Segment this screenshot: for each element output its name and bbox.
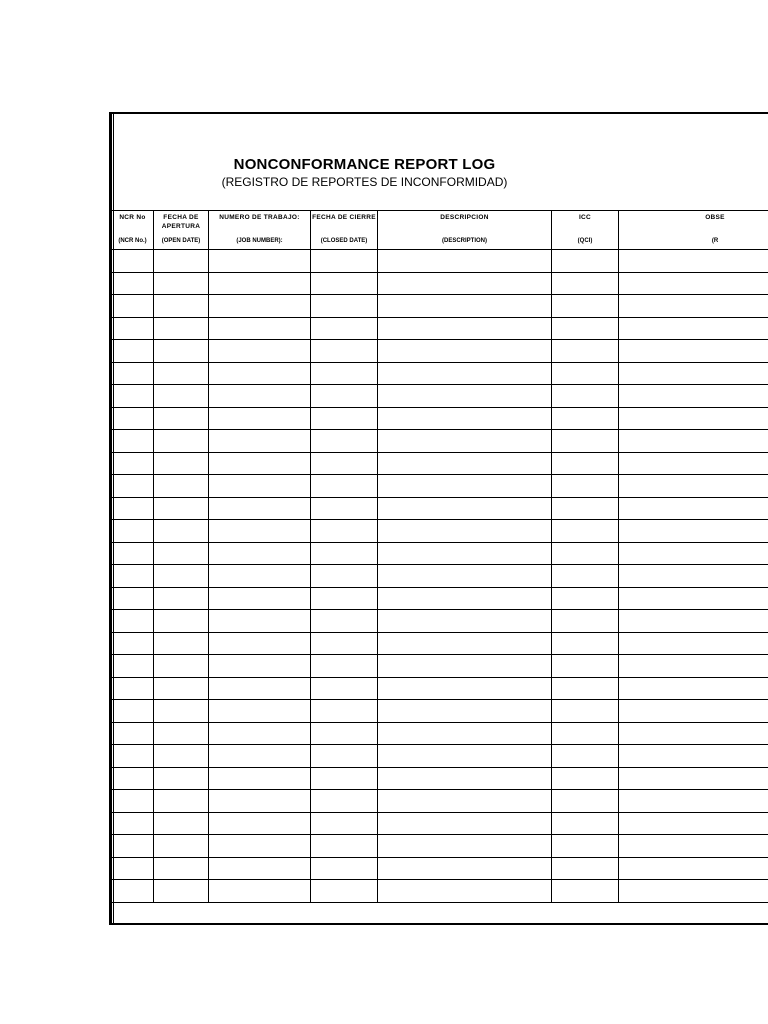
table-cell [112, 677, 154, 700]
table-row [112, 340, 768, 363]
table-cell [311, 700, 378, 723]
table-cell [552, 295, 619, 318]
col-label-es: NUMERO DE TRABAJO: [219, 214, 300, 221]
table-cell [552, 632, 619, 655]
table-cell [552, 452, 619, 475]
table-cell [209, 610, 311, 633]
table-cell [154, 745, 209, 768]
table-cell [378, 767, 552, 790]
col-header-closed-date [311, 211, 378, 250]
table-cell [112, 250, 154, 273]
table-cell [154, 677, 209, 700]
table-cell [112, 317, 154, 340]
table-cell [311, 272, 378, 295]
table-cell [619, 857, 768, 880]
table-cell [619, 542, 768, 565]
table-cell [311, 745, 378, 768]
table-cell [209, 542, 311, 565]
table-row [112, 250, 768, 273]
table-cell [112, 430, 154, 453]
table-cell [154, 722, 209, 745]
table-row [112, 295, 768, 318]
table-cell [112, 745, 154, 768]
table-cell [209, 497, 311, 520]
col-label-en: (OPEN DATE) [161, 238, 201, 244]
table-cell [209, 362, 311, 385]
col-header-observations [619, 211, 768, 250]
table-cell [378, 430, 552, 453]
table-cell [311, 317, 378, 340]
table-cell [209, 430, 311, 453]
table-cell [209, 700, 311, 723]
table-cell [619, 700, 768, 723]
table-cell [154, 610, 209, 633]
table-cell [112, 362, 154, 385]
col-header-qci [552, 211, 619, 250]
table-cell [112, 452, 154, 475]
table-row [112, 790, 768, 813]
table-cell [619, 475, 768, 498]
table-cell [552, 250, 619, 273]
table-cell [619, 632, 768, 655]
table-row [112, 722, 768, 745]
col-label-es: NCR No [119, 214, 146, 221]
table-cell [378, 295, 552, 318]
table-cell [552, 700, 619, 723]
table-cell [154, 632, 209, 655]
col-label-es: DESCRIPCION [440, 214, 489, 221]
table-cell [209, 587, 311, 610]
table-cell [209, 407, 311, 430]
table-cell [619, 880, 768, 903]
table-row [112, 565, 768, 588]
table-cell [552, 340, 619, 363]
table-row [112, 880, 768, 903]
table-cell [112, 835, 154, 858]
table-cell [209, 880, 311, 903]
table-cell [378, 317, 552, 340]
table-cell [112, 790, 154, 813]
table-row [112, 632, 768, 655]
table-row [112, 700, 768, 723]
table-cell [378, 790, 552, 813]
col-header-job-number [209, 211, 311, 250]
table-cell [552, 272, 619, 295]
sheet-bottom-border [109, 923, 768, 925]
table-cell [552, 655, 619, 678]
table-cell [311, 250, 378, 273]
table-cell [552, 565, 619, 588]
table-cell [378, 407, 552, 430]
table-cell [552, 767, 619, 790]
table-cell [378, 677, 552, 700]
table-cell [112, 857, 154, 880]
table-cell [378, 272, 552, 295]
table-cell [112, 632, 154, 655]
table-cell [311, 812, 378, 835]
table-cell [112, 880, 154, 903]
table-cell [209, 452, 311, 475]
table-cell [311, 677, 378, 700]
table-cell [209, 250, 311, 273]
table-cell [209, 340, 311, 363]
table-row [112, 317, 768, 340]
table-row [112, 655, 768, 678]
table-cell [311, 542, 378, 565]
table-cell [619, 452, 768, 475]
document-subtitle: (REGISTRO DE REPORTES DE INCONFORMIDAD) [221, 175, 508, 189]
table-cell [112, 475, 154, 498]
table-cell [112, 295, 154, 318]
table-cell [154, 565, 209, 588]
col-label-en: (JOB NUMBER): [236, 238, 283, 244]
table-cell [154, 475, 209, 498]
table-cell [619, 317, 768, 340]
table-cell [154, 812, 209, 835]
table-row [112, 745, 768, 768]
table-cell [311, 835, 378, 858]
table-cell [209, 745, 311, 768]
table-cell [378, 880, 552, 903]
table-cell [209, 272, 311, 295]
col-label-es: OBSE [705, 214, 725, 221]
table-cell [378, 610, 552, 633]
col-label-es: FECHA DE APERTURA [161, 214, 201, 230]
table-cell [209, 812, 311, 835]
table-row [112, 857, 768, 880]
table-cell [154, 250, 209, 273]
table-cell [154, 407, 209, 430]
table-cell [112, 272, 154, 295]
table-cell [552, 745, 619, 768]
table-cell [552, 497, 619, 520]
table-cell [378, 362, 552, 385]
table-cell [552, 317, 619, 340]
col-header-open-date [154, 211, 209, 250]
table-cell [112, 565, 154, 588]
table-cell [378, 542, 552, 565]
table-cell [619, 407, 768, 430]
table-cell [311, 632, 378, 655]
table-cell [378, 745, 552, 768]
table-cell [311, 587, 378, 610]
table-cell [552, 790, 619, 813]
table-cell [154, 857, 209, 880]
table-cell [552, 835, 619, 858]
table-cell [619, 655, 768, 678]
table-cell [209, 295, 311, 318]
table-cell [154, 587, 209, 610]
table-cell [378, 835, 552, 858]
table-cell [552, 362, 619, 385]
table-cell [311, 610, 378, 633]
table-row [112, 587, 768, 610]
table-cell [619, 767, 768, 790]
table-cell [552, 407, 619, 430]
table-cell [112, 497, 154, 520]
table-cell [619, 565, 768, 588]
table-cell [154, 700, 209, 723]
table-cell [112, 655, 154, 678]
table-row [112, 430, 768, 453]
table-cell [311, 295, 378, 318]
table-row [112, 677, 768, 700]
table-header-row [112, 211, 768, 250]
table-cell [311, 385, 378, 408]
table-cell [619, 340, 768, 363]
table-cell [552, 677, 619, 700]
table-row [112, 767, 768, 790]
table-cell [154, 340, 209, 363]
table-cell [378, 340, 552, 363]
table-cell [619, 385, 768, 408]
table-cell [311, 722, 378, 745]
table-cell [209, 767, 311, 790]
table-cell [311, 790, 378, 813]
table-cell [311, 767, 378, 790]
table-row [112, 610, 768, 633]
table-cell [619, 587, 768, 610]
table-cell [619, 812, 768, 835]
table-cell [209, 655, 311, 678]
table-cell [378, 722, 552, 745]
table-cell [552, 857, 619, 880]
table-cell [619, 250, 768, 273]
table-cell [209, 790, 311, 813]
table-cell [311, 452, 378, 475]
table-cell [378, 250, 552, 273]
table-cell [154, 880, 209, 903]
table-cell [378, 475, 552, 498]
table-cell [311, 430, 378, 453]
col-header-ncr-no [112, 211, 154, 250]
table-cell [112, 520, 154, 543]
table-cell [311, 655, 378, 678]
table-row [112, 362, 768, 385]
table-cell [378, 565, 552, 588]
table-cell [378, 655, 552, 678]
table-cell [552, 475, 619, 498]
table-footer-space [112, 902, 768, 924]
table-cell [311, 565, 378, 588]
table-cell [552, 610, 619, 633]
ncr-log-table [111, 210, 768, 924]
table-row [112, 385, 768, 408]
table-row [112, 542, 768, 565]
table-cell [154, 272, 209, 295]
table-cell [619, 272, 768, 295]
table-cell [378, 632, 552, 655]
table-cell [154, 520, 209, 543]
table-cell [209, 677, 311, 700]
table-cell [311, 475, 378, 498]
table-row [112, 835, 768, 858]
table-cell [154, 497, 209, 520]
table-cell [112, 722, 154, 745]
col-label-en: (QCI) [577, 238, 593, 244]
table-cell [154, 655, 209, 678]
table-cell [311, 340, 378, 363]
table-cell [619, 722, 768, 745]
table-cell [209, 722, 311, 745]
col-label-es: FECHA DE CIERRE [312, 214, 376, 221]
table-cell [209, 520, 311, 543]
table-cell [619, 745, 768, 768]
table-cell [154, 767, 209, 790]
table-cell [209, 857, 311, 880]
table-cell [209, 632, 311, 655]
table-cell [311, 520, 378, 543]
table-cell [154, 317, 209, 340]
table-cell [311, 880, 378, 903]
table-cell [552, 385, 619, 408]
table-cell [619, 295, 768, 318]
table-body [112, 250, 768, 924]
col-label-en: (CLOSED DATE) [320, 238, 368, 244]
table-cell [112, 610, 154, 633]
table-cell [619, 497, 768, 520]
table-cell [154, 835, 209, 858]
table-cell [552, 812, 619, 835]
sheet-top-border [109, 112, 768, 114]
table-row [112, 272, 768, 295]
table-row [112, 475, 768, 498]
table-cell [209, 835, 311, 858]
table-row [112, 812, 768, 835]
footer-cell [112, 902, 768, 924]
table-cell [209, 565, 311, 588]
table-cell [209, 385, 311, 408]
table-cell [154, 295, 209, 318]
table-cell [552, 587, 619, 610]
col-header-description [378, 211, 552, 250]
table-cell [552, 722, 619, 745]
col-label-es: ICC [578, 214, 592, 221]
table-cell [112, 542, 154, 565]
table-cell [112, 407, 154, 430]
col-label-en: (NCR No.) [118, 238, 147, 244]
table-cell [619, 430, 768, 453]
table-cell [154, 430, 209, 453]
table-row [112, 452, 768, 475]
table-cell [619, 610, 768, 633]
col-label-en: (R [711, 238, 719, 244]
table-cell [378, 587, 552, 610]
table-cell [112, 385, 154, 408]
table-cell [311, 857, 378, 880]
report-log-sheet [109, 112, 768, 925]
table-cell [552, 430, 619, 453]
table-cell [378, 812, 552, 835]
table-cell [378, 520, 552, 543]
table-cell [378, 857, 552, 880]
table-cell [209, 475, 311, 498]
col-label-en: (DESCRIPTION) [442, 238, 487, 244]
table-cell [378, 700, 552, 723]
table-cell [378, 385, 552, 408]
table-cell [619, 790, 768, 813]
table-cell [552, 542, 619, 565]
table-cell [619, 835, 768, 858]
table-cell [619, 677, 768, 700]
table-cell [552, 880, 619, 903]
table-cell [154, 542, 209, 565]
table-cell [112, 587, 154, 610]
table-cell [311, 497, 378, 520]
table-cell [378, 452, 552, 475]
table-row [112, 407, 768, 430]
table-cell [112, 812, 154, 835]
table-cell [112, 767, 154, 790]
table-cell [619, 362, 768, 385]
table-cell [619, 520, 768, 543]
table-row [112, 497, 768, 520]
document-title: NONCONFORMANCE REPORT LOG [233, 156, 496, 173]
table-cell [209, 317, 311, 340]
table-cell [552, 520, 619, 543]
table-cell [154, 385, 209, 408]
table-cell [311, 407, 378, 430]
table-cell [154, 362, 209, 385]
table-row [112, 520, 768, 543]
table-cell [154, 790, 209, 813]
table-cell [112, 340, 154, 363]
table-cell [154, 452, 209, 475]
table-cell [311, 362, 378, 385]
table-cell [378, 497, 552, 520]
table-cell [112, 700, 154, 723]
